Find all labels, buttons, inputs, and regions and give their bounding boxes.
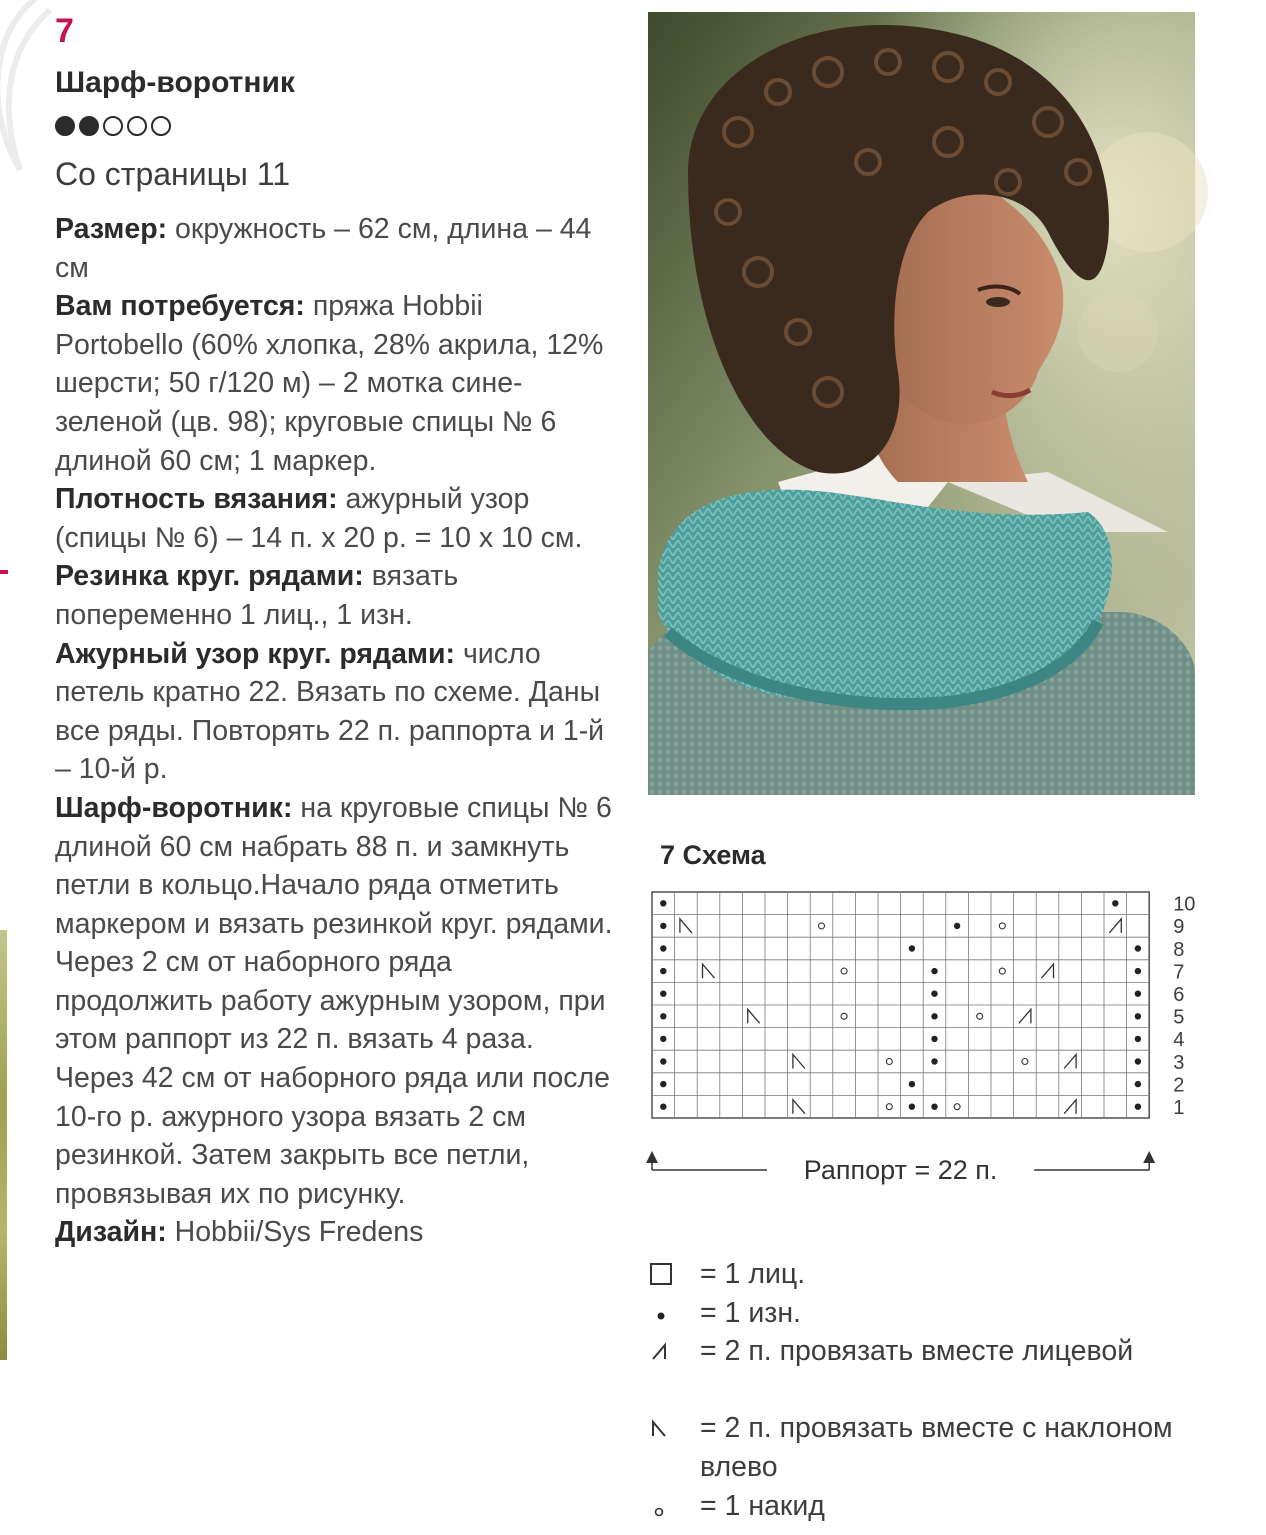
scheme-title: 7 Схема	[660, 840, 766, 870]
paragraph-text: Hobbii/Sys Fredens	[166, 1216, 424, 1249]
instruction-paragraph	[55, 210, 615, 287]
purl-symbol	[660, 1104, 666, 1110]
legend-item	[645, 1255, 1245, 1294]
purl-symbol	[931, 1058, 937, 1064]
paragraph-label: Размер:	[55, 213, 168, 245]
dot-icon	[645, 1294, 685, 1333]
purl-symbol	[660, 1081, 666, 1087]
purl-symbol	[954, 923, 960, 929]
legend-text: = 1 накид	[700, 1489, 825, 1522]
purl-symbol	[931, 991, 937, 997]
purl-symbol	[909, 1081, 915, 1087]
legend-item	[645, 1294, 1245, 1333]
instruction-paragraph	[55, 1213, 615, 1252]
legend-item	[645, 1487, 1245, 1526]
row-number: 7	[1173, 961, 1185, 984]
legend-text: = 2 п. провязать вместе лицевой	[700, 1335, 1134, 1368]
pattern-number: 7	[55, 12, 74, 50]
paragraph-text: число петель кратно 22. Вязать по схеме. Даны все ряды. Повторять 22 п. раппорта и 1-й – 10-й р.	[55, 637, 605, 786]
purl-symbol	[660, 991, 666, 997]
legend-text: = 1 изн.	[700, 1296, 801, 1329]
purl-symbol	[1135, 1058, 1141, 1064]
difficulty-dot-empty	[151, 116, 171, 136]
purl-symbol	[1112, 900, 1118, 906]
instruction-paragraph	[55, 480, 615, 557]
knitting-chart	[640, 880, 1196, 1185]
row-number: 5	[1173, 1006, 1185, 1029]
row-number: 6	[1173, 984, 1185, 1006]
paragraph-label: Шарф-воротник:	[55, 791, 293, 824]
instruction-paragraph	[55, 557, 615, 634]
purl-symbol	[1135, 1036, 1141, 1042]
pattern-title: Шарф-воротник	[55, 66, 295, 99]
instructions-text	[55, 210, 615, 1252]
instruction-paragraph	[55, 287, 615, 480]
paragraph-label: Плотность вязания:	[55, 483, 338, 516]
paragraph-label: Резинка круг. рядами:	[55, 560, 364, 593]
purl-symbol	[931, 1104, 937, 1110]
right-decrease-icon	[645, 1332, 685, 1371]
paragraph-text: на круговые спицы № 6 длиной 60 см набрать 88 п. и замкнуть петли в кольцо.Начало ряда отметить маркером и вязать резинкой круг. рядами. Через 2 см от наборного ряда продолжить работу ажурным узором, при этом раппорт из 22 п. вязать 4 раза. Через 42 см от наборного ряда или после 10-го р. ажурного узора вязать 2 см резинкой. Затем закрыть все петли, провязывая их по рисунку.	[55, 791, 613, 1210]
row-number: 2	[1173, 1074, 1185, 1097]
purl-symbol	[660, 1013, 666, 1019]
square-icon	[645, 1255, 685, 1294]
difficulty-dot-filled	[79, 116, 99, 136]
difficulty-dot-empty	[127, 116, 147, 136]
row-number: 1	[1173, 1097, 1185, 1119]
row-number: 4	[1173, 1029, 1185, 1052]
purl-symbol	[931, 968, 937, 974]
source-page-note: Со страницы 11	[55, 156, 291, 192]
purl-symbol	[660, 900, 666, 906]
chart-legend	[645, 1255, 1245, 1525]
row-number: 8	[1173, 938, 1185, 961]
purl-symbol	[1135, 991, 1141, 997]
purl-symbol	[1135, 968, 1141, 974]
yarn-over-icon	[645, 1487, 685, 1526]
purl-symbol	[660, 1036, 666, 1042]
purl-symbol	[931, 1013, 937, 1019]
paragraph-text: окружность – 62 см, длина – 44 см	[55, 213, 592, 284]
purl-symbol	[909, 945, 915, 951]
purl-symbol	[660, 1058, 666, 1064]
purl-symbol	[931, 1036, 937, 1042]
purl-symbol	[1135, 1081, 1141, 1087]
paragraph-label: Вам потребуется:	[55, 290, 305, 323]
purl-symbol	[1135, 945, 1141, 951]
purl-symbol	[660, 968, 666, 974]
purl-symbol	[909, 1104, 915, 1110]
legend-item	[645, 1332, 1245, 1409]
paragraph-text: пряжа Hobbii Portobello (60% хлопка, 28% акрила, 12% шерсти; 50 г/120 м) – 2 мотка сине-зеленой (цв. 98); круговые спицы № 6 длиной 60 см; 1 маркер.	[55, 290, 604, 477]
legend-item	[645, 1409, 1245, 1486]
repeat-label: Раппорт = 22 п.	[803, 1155, 998, 1185]
purl-symbol	[660, 945, 666, 951]
purl-symbol	[1135, 1104, 1141, 1110]
legend-text: = 2 п. провязать вместе с наклоном влево	[700, 1412, 1173, 1483]
difficulty-dot-empty	[103, 116, 123, 136]
paragraph-text: вязать попеременно 1 лиц., 1 изн.	[55, 560, 459, 631]
adjacent-page-photo-edge	[0, 930, 7, 1360]
legend-text: = 1 лиц.	[700, 1258, 806, 1290]
arrowhead-left	[646, 1151, 658, 1163]
left-decrease-icon	[645, 1409, 685, 1448]
row-number: 9	[1173, 916, 1185, 939]
page-edge-mark	[0, 570, 8, 574]
arrowhead-right	[1143, 1151, 1155, 1163]
purl-symbol	[1135, 1013, 1141, 1019]
paragraph-text: ажурный узор (спицы № 6) – 14 п. х 20 р. = 10 х 10 см.	[55, 483, 583, 554]
model-photo	[648, 12, 1195, 795]
paragraph-label: Дизайн:	[55, 1216, 167, 1249]
difficulty-rating	[55, 116, 171, 136]
difficulty-dot-filled	[55, 116, 75, 136]
purl-symbol	[660, 923, 666, 929]
instruction-paragraph	[55, 789, 615, 1214]
row-number: 3	[1173, 1051, 1185, 1074]
row-number: 10	[1173, 893, 1196, 916]
paragraph-label: Ажурный узор круг. рядами:	[55, 637, 456, 670]
instruction-paragraph	[55, 635, 615, 789]
